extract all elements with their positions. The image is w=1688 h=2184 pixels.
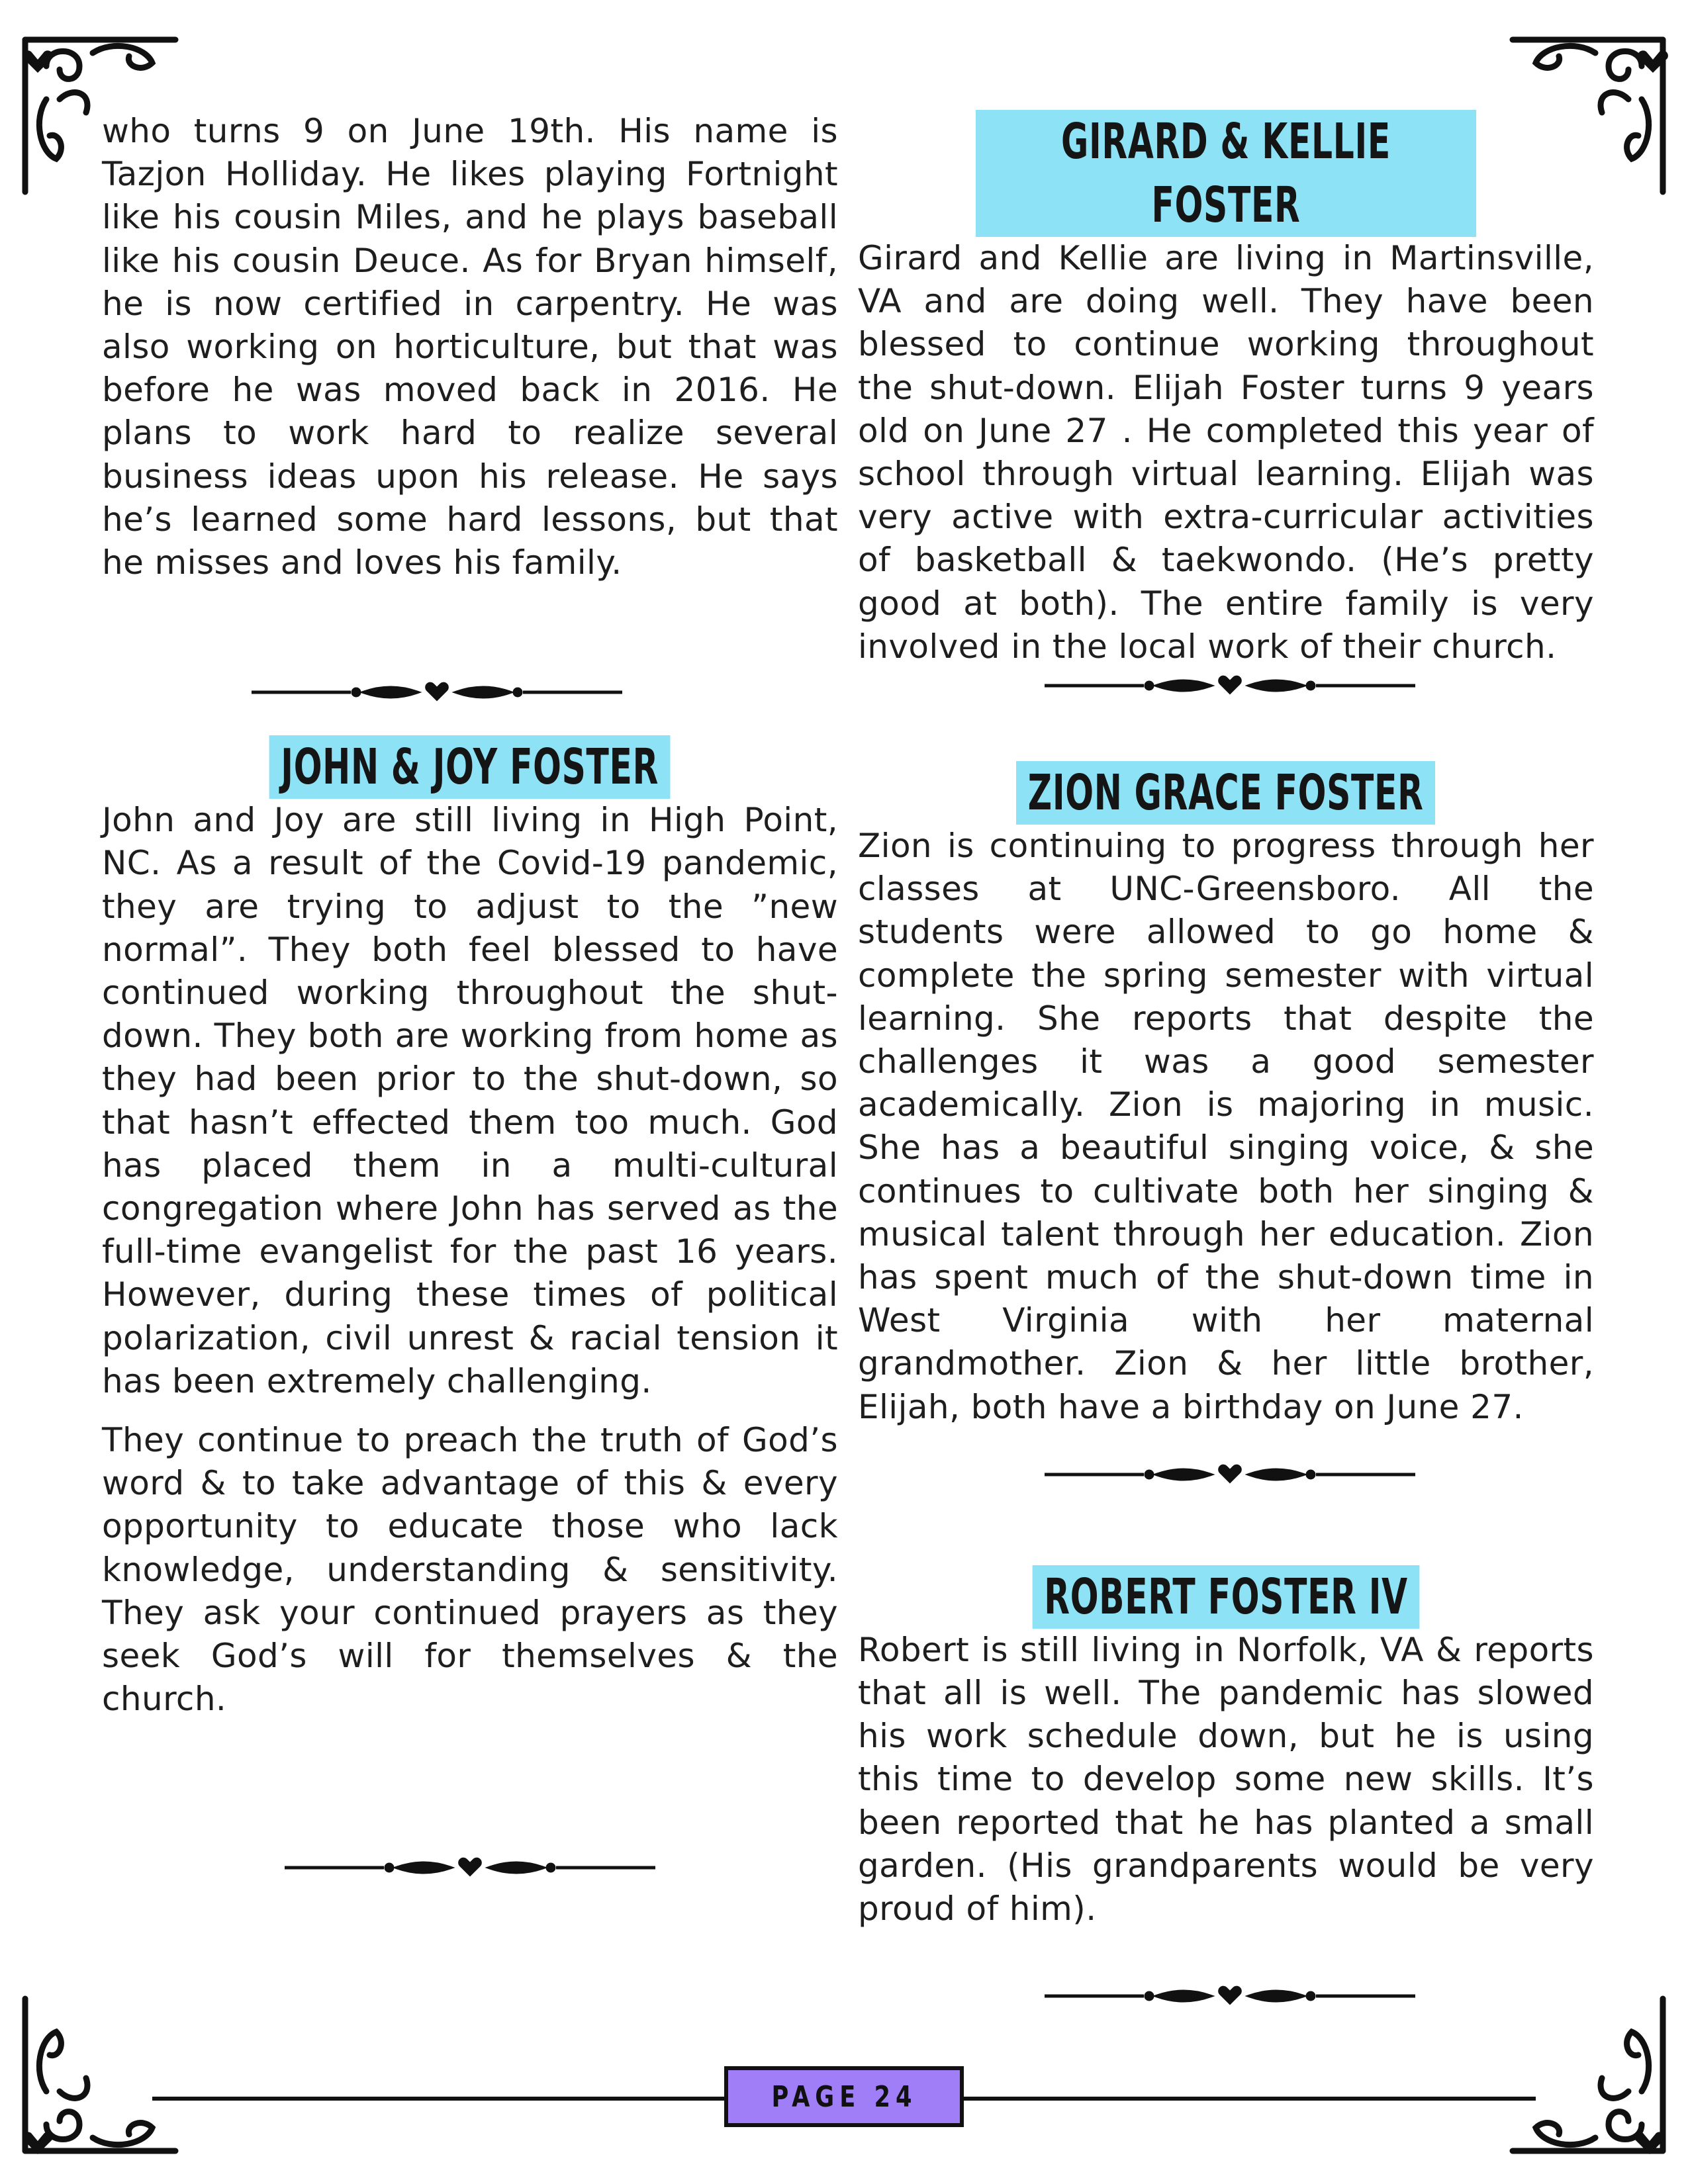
- girard-kellie-paragraph: Girard and Kellie are living in Martinsville, VA and are doing well. They have been blessed to continue working throughout the shut-down. Elijah Foster turns 9 years old on June 27 . He completed this year of school through virtual learning. Elijah was very active with extra-curricular activities of basketball & taekwondo. (He’s pretty good at both). The entire family is very involved in the local work of their church.: [858, 239, 1594, 666]
- page-number: PAGE 24: [771, 2079, 917, 2114]
- left-column: [102, 110, 838, 1721]
- john-joy-paragraph-1: John and Joy are still living in High Point, NC. As a result of the Covid-19 pandemic, they are trying to adjust to the ”new normal”. They both feel blessed to have continued working throughout the shut-down. They both are working from home as they had been prior to the shut-down, so that hasn’t effected them too much. God has placed them in a multi-cultural congregation where John has served as the full-time evangelist for the past 16 years. However, during these times of political polarization, civil unrest & racial tension it has been extremely challenging.: [102, 801, 838, 1400]
- girard-kellie-heading-wrap: [858, 110, 1594, 237]
- right-column: [858, 110, 1594, 1931]
- footer-rule-left: [152, 2097, 726, 2101]
- footer-rule-right: [962, 2097, 1536, 2101]
- section-divider: [1038, 1983, 1422, 2009]
- zion-heading-wrap: [858, 761, 1594, 825]
- zion-heading: ZION GRACE FOSTER: [1016, 761, 1435, 825]
- section-divider: [278, 1854, 662, 1881]
- intro-paragraph: who turns 9 on June 19th. His name is Tazjon Holliday. He likes playing Fortnight like his cousin Miles, and he plays baseball like his cousin Deuce. As for Bryan himself, he is now certified in carpentry. He was also working on horticulture, but that was before he was moved back in 2016. He plans to work hard to realize several business ideas upon his release. He says he’s learned some hard lessons, but that he misses and loves his family.: [102, 112, 838, 582]
- section-divider: [245, 679, 629, 705]
- john-joy-heading-wrap: [102, 735, 838, 799]
- robert-paragraph: Robert is still living in Norfolk, VA & reports that all is well. The pandemic has slowed his work schedule down, but he is using this time to develop some new skills. It’s been reported that he has planted a small garden. (His grandparents would be very proud of him).: [858, 1630, 1594, 1929]
- john-joy-paragraph-2: They continue to preach the truth of God’s word & to take advantage of this & every opportunity to educate those who lack knowledge, understanding & sensitivity. They ask your continued prayers as they seek God’s will for themselves & the church.: [102, 1421, 838, 1719]
- section-divider: [1038, 672, 1422, 699]
- section-divider: [1038, 1461, 1422, 1488]
- john-joy-heading: JOHN & JOY FOSTER: [269, 735, 671, 799]
- zion-paragraph: Zion is continuing to progress through her classes at UNC-Greensboro. All the students were allowed to go home & complete the spring semester with virtual learning. She reports that despite the challenges it was a good semester academically. Zion is majoring in music. She has a beautiful singing voice, & she continues to cultivate both her singing & musical talent through her education. Zion has spent much of the shut-down time in West Virginia with her maternal grandmother. Zion & her little brother, Elijah, both have a birthday on June 27.: [858, 827, 1594, 1426]
- page-number-box: [724, 2066, 964, 2127]
- robert-heading-wrap: [858, 1565, 1594, 1629]
- corner-ornament-bottom-right: [1509, 1992, 1668, 2164]
- corner-ornament-bottom-left: [20, 1992, 179, 2164]
- robert-heading: ROBERT FOSTER IV: [1033, 1565, 1420, 1629]
- girard-kellie-heading: GIRARD & KELLIE FOSTER: [976, 110, 1476, 237]
